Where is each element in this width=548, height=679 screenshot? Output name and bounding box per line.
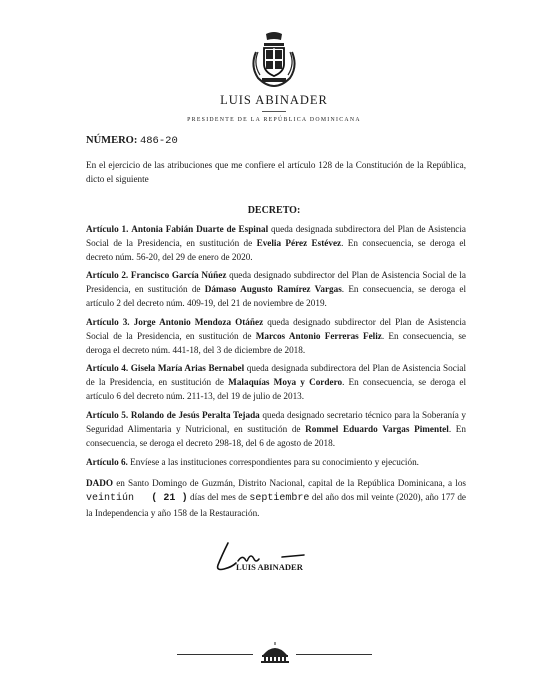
replaced-name: Evelia Pérez Estévez xyxy=(256,238,342,248)
appointee-name: Jorge Antonio Mendoza Otáñez xyxy=(133,317,264,327)
dado-text: del año dos mil veinte (2020), año 177 de la Independencia y año 158 de la Restauración. xyxy=(86,492,467,518)
signer-name: LUIS ABINADER xyxy=(236,562,303,572)
decree-number xyxy=(86,135,178,147)
article-label: Artículo 5. xyxy=(86,410,129,420)
article-text: queda designado subdirector del Plan de Asistencia Social de la Presidencia, en sustitución de xyxy=(86,317,466,341)
article-6 xyxy=(86,455,466,469)
article-label: Artículo 4. xyxy=(86,363,129,373)
month-name: septiembre xyxy=(249,493,310,504)
president-name: LUIS ABINADER xyxy=(220,93,328,107)
appointee-name: Rolando de Jesús Peralta Tejada xyxy=(130,410,260,420)
article-label: Artículo 6. xyxy=(86,457,128,467)
appointee-name: Antonia Fabián Duarte de Espinal xyxy=(131,224,269,234)
article-label: Artículo 2. xyxy=(86,270,129,280)
replaced-name: Malaquías Moya y Cordero xyxy=(228,377,343,387)
coat-of-arms-seal xyxy=(248,30,300,88)
article-text: . En consecuencia, se deroga el artículo 2 del decreto núm. 409-19, del 21 de noviembre de 2019. xyxy=(86,284,466,308)
appointee-name: Francisco García Núñez xyxy=(130,270,227,280)
article-text: queda designado secretario técnico para la Soberanía y Seguridad Alimentaria y Nutricional, en sustitución de xyxy=(86,410,466,434)
article-label: Artículo 1. xyxy=(86,224,129,234)
article-1 xyxy=(86,222,466,264)
name-divider xyxy=(262,111,286,112)
article-5 xyxy=(86,408,466,450)
article-3 xyxy=(86,315,466,357)
article-2 xyxy=(86,268,466,310)
replaced-name: Marcos Antonio Ferreras Feliz xyxy=(255,331,382,341)
dado-text: días del mes de xyxy=(187,492,250,502)
article-text: queda designado subdirector del Plan de Asistencia Social de la Presidencia, en sustitución de xyxy=(86,270,466,294)
president-title: PRESIDENTE DE LA REPÚBLICA DOMINICANA xyxy=(187,117,361,123)
day-word: veintiún xyxy=(86,493,135,504)
palace-icon xyxy=(260,641,290,663)
decree-number-label: NÚMERO: xyxy=(86,135,138,146)
day-number: ( 21 ) xyxy=(151,493,188,504)
dado-label: DADO xyxy=(86,478,114,488)
footer-rule-left xyxy=(177,654,253,655)
article-text: . En consecuencia, se deroga el decreto núm. 56-20, del 29 de enero de 2020. xyxy=(86,238,466,262)
article-4 xyxy=(86,361,466,403)
article-text: queda designada subdirectora del Plan de Asistencia Social de la Presidencia, en sustitución de xyxy=(86,224,466,248)
replaced-name: Rommel Eduardo Vargas Pimentel xyxy=(305,424,449,434)
dado-paragraph xyxy=(86,476,466,520)
article-text: queda designada subdirectora del Plan de Asistencia Social de la Presidencia, en sustitución de xyxy=(86,363,467,387)
article-text: . En consecuencia, se deroga el decreto 298-18, del 6 de agosto de 2018. xyxy=(86,424,466,448)
article-text: . En consecuencia, se deroga el decreto núm. 441-18, del 3 de diciembre de 2018. xyxy=(86,331,466,355)
article-label: Artículo 3. xyxy=(86,317,130,327)
appointee-name: Gisela María Arias Bernabel xyxy=(130,363,245,373)
decree-heading: DECRETO: xyxy=(247,205,301,216)
dado-text: en Santo Domingo de Guzmán, Distrito Nacional, capital de la República Dominicana, a los xyxy=(113,478,466,488)
footer-rule-right xyxy=(296,654,372,655)
article-text: Envíese a las instituciones correspondientes para su conocimiento y ejecución. xyxy=(127,457,419,467)
article-text: . En consecuencia, se deroga el artículo 6 del decreto núm. 211-13, del 19 de julio de 2013. xyxy=(86,377,466,401)
replaced-name: Dámaso Augusto Ramírez Vargas xyxy=(204,284,342,294)
intro-paragraph: En el ejercicio de las atribuciones que me confiere el artículo 128 de la Constitución de la República, dicto el siguiente xyxy=(86,160,466,184)
decree-number-value: 486-20 xyxy=(139,135,178,147)
